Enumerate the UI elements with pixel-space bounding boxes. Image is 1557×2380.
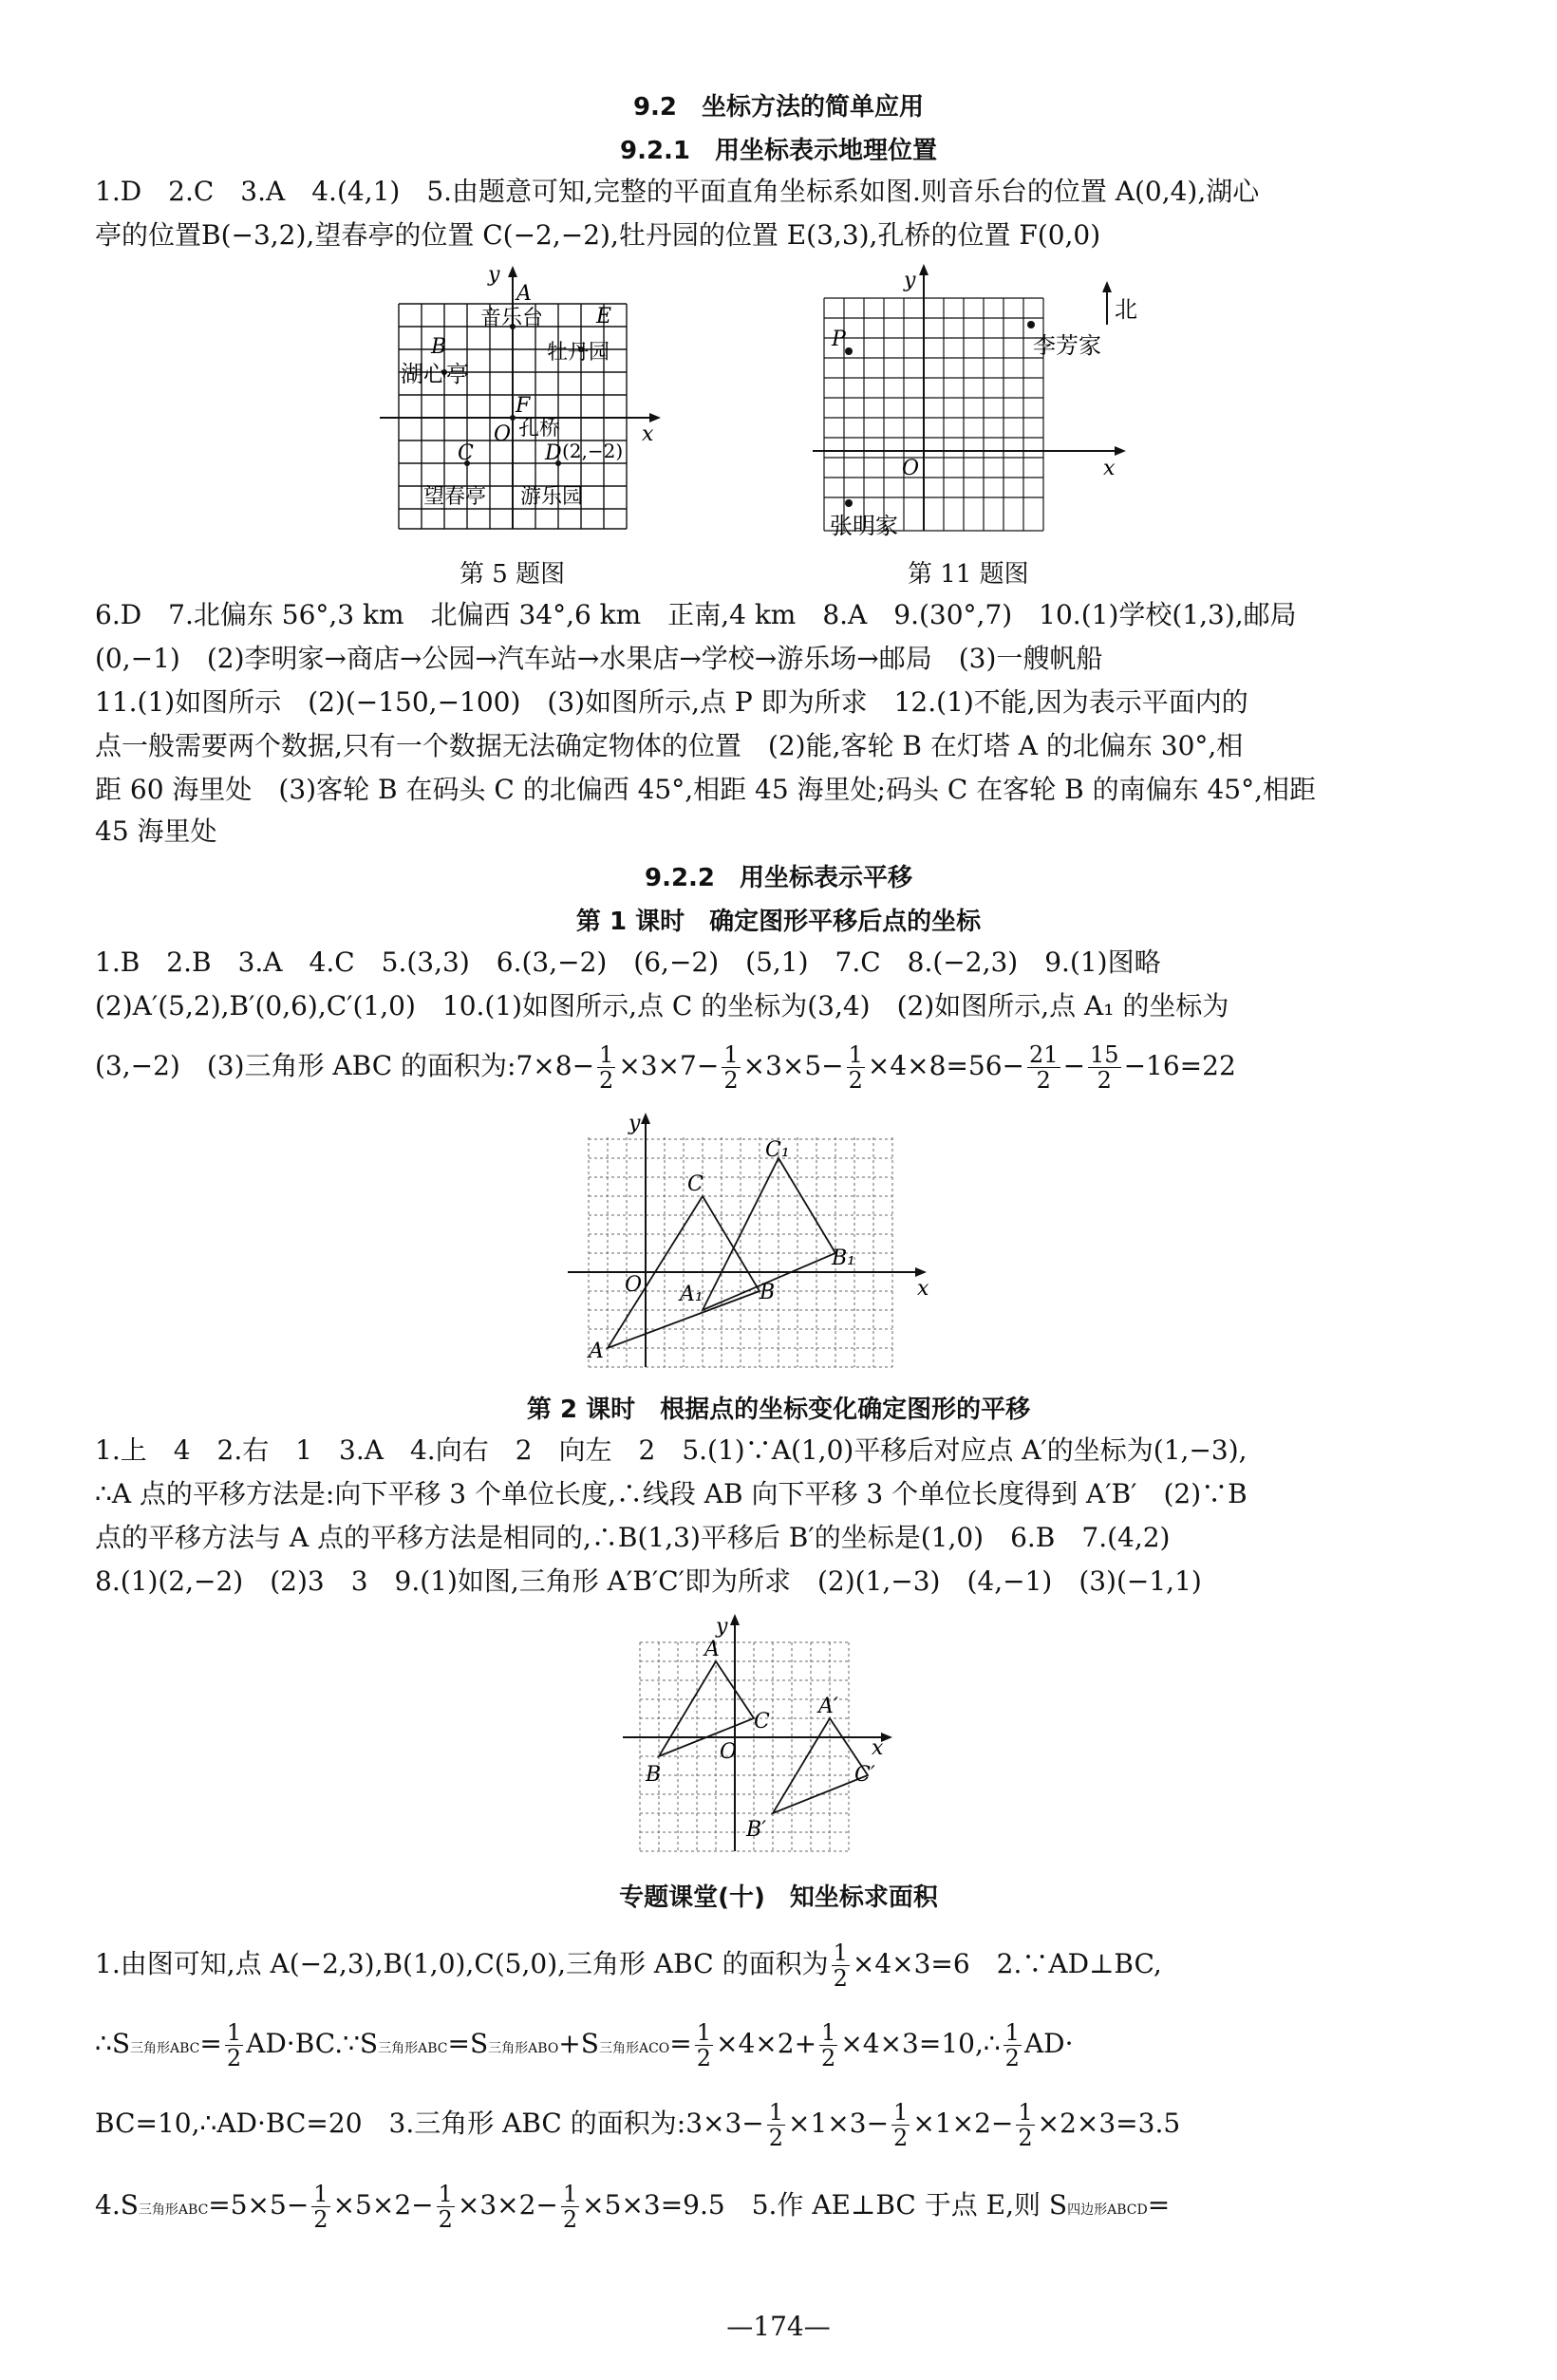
answer-line: 1.D 2.C 3.A 4.(4,1) 5.由题意可知,完整的平面直角坐标系如图.则音乐台的位置 A(0,4),湖心 — [95, 176, 1260, 207]
place-label: 张明家 — [830, 513, 898, 539]
fraction: $\frac{1}{2}$ — [821, 2019, 836, 2071]
fraction: $\frac{1}{2}$ — [226, 2019, 242, 2071]
answer-line: 4.S三角形ABC=5×5− $\frac{1}{2}$ ×5×2− $\frac{1}{2}$ ×3×2− $\frac{1}{2}$ ×5×3=9.5 5.作 AE⊥BC 于点 E,则 S四边形ABCD= — [95, 2181, 1171, 2233]
place-label: 孔桥 — [518, 417, 561, 440]
answer-line: 45 海里处 — [95, 815, 217, 847]
axis-label-x: x — [917, 1277, 929, 1301]
fraction: $\frac{1}{2}$ — [438, 2181, 453, 2233]
place-label: 望春亭 — [423, 485, 487, 509]
answer-line: 6.D 7.北偏东 56°,3 km 北偏西 34°,6 km 正南,4 km 8.A 9.(30°,7) 10.(1)学校(1,3),邮局 — [95, 599, 1297, 630]
point-label: A′ — [818, 1695, 838, 1718]
page-number: —174— — [726, 2311, 831, 2342]
point-label: B₁ — [832, 1246, 855, 1270]
answer-line: 距 60 海里处 (3)客轮 B 在码头 C 的北偏西 45°,相距 45 海里处;码头 C 在客轮 B 的南偏东 45°,相距 — [95, 774, 1317, 805]
figure-11-grid — [797, 258, 1139, 543]
origin-label: O — [494, 422, 512, 446]
triangle-a-prime — [773, 1718, 868, 1813]
answer-line: (0,−1) (2)李明家→商店→公园→汽车站→水果店→学校→游乐场→邮局 (3)一艘帆船 — [95, 643, 1103, 674]
point-label: C₁ — [765, 1138, 790, 1162]
answer-line: ∴A 点的平移方法是:向下平移 3 个单位长度,∴线段 AB 向下平移 3 个单位长度得到 A′B′ (2)∵B — [95, 1478, 1247, 1509]
figure-5-grid — [361, 258, 665, 543]
coord-label: (2,−2) — [562, 440, 624, 462]
place-label: 湖心亭 — [401, 361, 469, 387]
answer-line: 1.上 4 2.右 1 3.A 4.向右 2 向左 2 5.(1)∵A(1,0)平移后对应点 A′的坐标为(1,−3), — [95, 1434, 1247, 1466]
origin-label: O — [902, 457, 920, 480]
answer-line: (3,−2) (3)三角形 ABC 的面积为:7×8− $\frac{1}{2}$ ×3×7− $\frac{1}{2}$ ×3×5− $\frac{1}{2}$ ×4×8=56− $\frac{21}{2}$ − $\frac{15}{2}$ −16=22 — [95, 1041, 1236, 1094]
point-label: A — [704, 1638, 720, 1661]
figure-caption: 第 5 题图 — [460, 560, 566, 589]
place-label: 音乐台 — [480, 307, 544, 330]
north-label: 北 — [1115, 296, 1137, 323]
answer-line: 8.(1)(2,−2) (2)3 3 9.(1)如图,三角形 A′B′C′即为所求 (2)(1,−3) (4,−1) (3)(−1,1) — [95, 1565, 1202, 1597]
point-label: A — [516, 282, 532, 306]
point-label: C — [687, 1172, 703, 1196]
answer-line: 11.(1)如图所示 (2)(−150,−100) (3)如图所示,点 P 即为所求 12.(1)不能,因为表示平面内的 — [95, 686, 1248, 718]
answer-line: 亭的位置B(−3,2),望春亭的位置 C(−2,−2),牡丹园的位置 E(3,3),孔桥的位置 F(0,0) — [95, 219, 1101, 251]
place-label: 李芳家 — [1033, 332, 1101, 359]
fraction: $\frac{15}{2}$ — [1090, 1041, 1119, 1094]
answer-line: (2)A′(5,2),B′(0,6),C′(1,0) 10.(1)如图所示,点 C 的坐标为(3,4) (2)如图所示,点 A₁ 的坐标为 — [95, 990, 1229, 1021]
fraction: $\frac{1}{2}$ — [833, 1940, 848, 1992]
fraction: $\frac{1}{2}$ — [768, 2099, 784, 2151]
answer-line: ∴S三角形ABC= $\frac{1}{2}$ AD·BC.∵S三角形ABC=S三角形ABO+S三角形ACO= $\frac{1}{2}$ ×4×2+ $\frac{1}{2}$ ×4×3=10,∴ $\frac{1}{2}$ AD· — [95, 2019, 1074, 2071]
axis-label-x: x — [1103, 457, 1116, 480]
point-label: D — [545, 441, 562, 465]
topic-title: 专题课堂(十) 知坐标求面积 — [619, 1883, 938, 1912]
figure-10-grid — [560, 1109, 949, 1375]
point-label: A — [589, 1340, 604, 1363]
fraction: $\frac{1}{2}$ — [599, 1041, 614, 1094]
fraction: $\frac{1}{2}$ — [848, 1041, 863, 1094]
point-label: C — [754, 1710, 770, 1733]
origin-label: O — [720, 1740, 738, 1764]
axis-label-x: x — [642, 422, 654, 446]
fraction: $\frac{1}{2}$ — [313, 2181, 328, 2233]
axis-label-y: y — [628, 1112, 641, 1135]
lesson-title: 第 2 课时 根据点的坐标变化确定图形的平移 — [526, 1396, 1031, 1424]
axis-label-x: x — [872, 1736, 884, 1760]
fraction: $\frac{1}{2}$ — [562, 2181, 578, 2233]
answer-line: 1.B 2.B 3.A 4.C 5.(3,3) 6.(3,−2) (6,−2) (5,1) 7.C 8.(−2,3) 9.(1)图略 — [95, 946, 1161, 978]
triangle-abc — [659, 1661, 754, 1756]
point-label: F — [516, 394, 531, 418]
answer-line: BC=10,∴AD·BC=20 3.三角形 ABC 的面积为:3×3− $\frac{1}{2}$ ×1×3− $\frac{1}{2}$ ×1×2− $\frac{1}{2}$ ×2×3=3.5 — [95, 2099, 1181, 2151]
subsection-title: 9.2.2 用坐标表示平移 — [644, 864, 913, 892]
point-label: B — [431, 335, 447, 359]
point-label: A₁ — [680, 1283, 703, 1306]
point-label: C — [458, 441, 474, 465]
fraction: $\frac{1}{2}$ — [1004, 2019, 1020, 2071]
fraction: $\frac{1}{2}$ — [893, 2099, 909, 2151]
axis-label-y: y — [904, 269, 916, 292]
point-label: B — [646, 1763, 662, 1787]
point-label: P — [832, 328, 846, 351]
answer-line: 点的平移方法与 A 点的平移方法是相同的,∴B(1,3)平移后 B′的坐标是(1,0) 6.B 7.(4,2) — [95, 1522, 1171, 1553]
point-label: B — [760, 1281, 776, 1304]
fraction: $\frac{1}{2}$ — [1018, 2099, 1033, 2151]
lesson-title: 第 1 课时 确定图形平移后点的坐标 — [575, 908, 982, 936]
subsection-title: 9.2.1 用坐标表示地理位置 — [619, 137, 938, 165]
point-label: B′ — [746, 1818, 767, 1842]
section-title: 9.2 坐标方法的简单应用 — [632, 93, 925, 122]
place-label: 游乐园 — [520, 485, 584, 509]
fraction: $\frac{1}{2}$ — [723, 1041, 739, 1094]
point-label: E — [596, 305, 612, 328]
answer-line: 1.由图可知,点 A(−2,3),B(1,0),C(5,0),三角形 ABC 的面积为 $\frac{1}{2}$ ×4×3=6 2.∵AD⊥BC, — [95, 1940, 1162, 1992]
origin-label: O — [625, 1273, 643, 1297]
figure-caption: 第 11 题图 — [908, 560, 1029, 589]
fraction: $\frac{1}{2}$ — [696, 2019, 712, 2071]
point-label: C′ — [854, 1763, 875, 1787]
fraction: $\frac{21}{2}$ — [1029, 1041, 1059, 1094]
place-label: 牡丹园 — [547, 341, 610, 365]
answer-line: 点一般需要两个数据,只有一个数据无法确定物体的位置 (2)能,客轮 B 在灯塔 A 的北偏东 30°,相 — [95, 730, 1244, 761]
axis-label-y: y — [488, 263, 500, 287]
axis-label-y: y — [716, 1615, 728, 1639]
figure-9-grid — [617, 1606, 911, 1861]
